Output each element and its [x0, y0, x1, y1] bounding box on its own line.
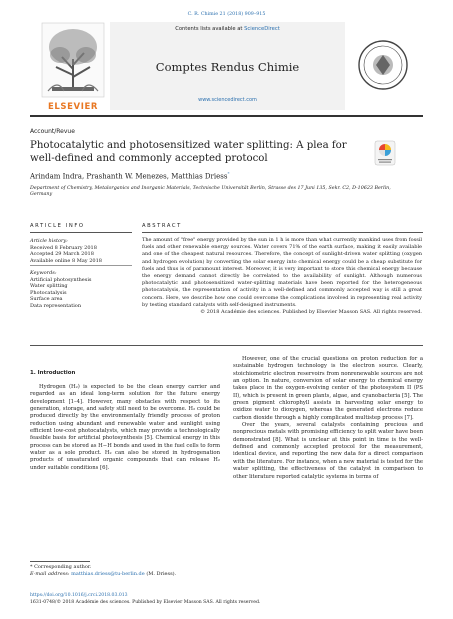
check-for-updates-icon[interactable] — [374, 140, 396, 166]
header-rule — [30, 115, 423, 117]
journal-url-link[interactable]: www.sciencedirect.com — [198, 97, 257, 103]
email-link[interactable]: matthias.driess@tu-berlin.de — [71, 570, 145, 577]
corresponding-author-note: * Corresponding author. — [30, 564, 92, 570]
email-suffix: (M. Driess). — [146, 570, 177, 577]
email-label: E-mail address: — [30, 570, 70, 577]
article-type: Account/Revue — [30, 128, 75, 135]
elsevier-wordmark: ELSEVIER — [47, 102, 99, 112]
section-heading-introduction: 1. Introduction — [30, 370, 76, 376]
keywords — [30, 270, 132, 310]
abstract-copyright: © 2018 Académie des sciences. Published by Elsevier Masson SAS. All rights reserved. — [200, 309, 422, 316]
keyword: Artificial photosynthesis — [30, 276, 92, 283]
elsevier-tree-logo — [38, 19, 108, 109]
paragraph: Hydrogen (H₂) is expected to be the clean energy carrier and regarded as an ideal long-term solution for the future energy development [1–4]. However, many obstacles with respect to its generation, storage, and safety still need to be overcome. H₂ could be produced directly by the environmentally friendly process of proton reduction using abundant and renewable water and sunlight using efficient low-cost photocatalysts, which may provide a technologically feasible basis for artificial photosynthesis [5]. Chemical energy in this process can be stored as H−H bonds and used in the fuel cells to form water as a sole product. H₂ can also be stored in hydrogenation products of unsaturated organic compounds that can release H₂ under suitable conditions [6]. — [30, 384, 220, 471]
keyword: Surface area — [30, 296, 63, 303]
article-history — [30, 238, 132, 264]
keyword: Water splitting — [30, 283, 68, 290]
left-column — [30, 384, 220, 472]
footnote-rule — [30, 561, 90, 562]
article-info-rule — [30, 232, 132, 233]
affiliation: Department of Chemistry, Metalorganics and Inorganic Materials, Technische Universität Berlin, Strasse des 17 Juni 135, Sekr. C2, D-10623 Berlin, Germany — [30, 186, 391, 198]
author-list — [30, 171, 229, 180]
history-received: Received 8 February 2018 — [30, 244, 97, 251]
history-label: Article history: — [30, 238, 68, 244]
authors-text: Arindam Indra, Prashanth W. Menezes, Matthias Driess — [30, 172, 228, 181]
abstract-text: The amount of "free" energy provided by the sun in 1 h is more than what currently mankind uses from fossil fuels and other renewable energy sources. Water covers 71% of the earth surface, making it easily available and one of the cheapest natural resources. Therefore, the concept of sunlight-driven water splitting (oxygen and hydrogen evolution) by converting the solar energy into chemical energy could be a cheap substitute for fuels and thus is of paramount interest. Moreover, it is very important to store this chemical energy because the energy demand cannot directly be correlated to the availability of sunlight. Although numerous photocatalytic and photosensitized water-splitting materials have been reported for the heterogeneous photocatalysis, the representation of activity in a well-defined and commonly accepted way is still a great concern. Here, we describe how one could overcome the complications involved in representing real activity by testing standard catalysts with self-designed instruments. — [142, 237, 422, 308]
keyword: Photocatalysis — [30, 289, 67, 296]
email-line — [30, 571, 230, 578]
contents-line — [110, 26, 345, 32]
keywords-label: Keywords: — [30, 270, 57, 276]
history-online: Available online 8 May 2018 — [30, 257, 102, 264]
paragraph: Over the years, several catalysts containing precious and nonprecious metals with promising efficiency to split water have been demonstrated [8]. What is unclear at this point in time is the well-defined and commonly accepted protocol for the measurement, identical device, and reporting the new data for a direct comparison with the literature. For instance, when a new material is tested for the water splitting, the effectiveness of the catalyst in comparison to other literature reported catalytic systems in terms of — [233, 422, 423, 480]
paragraph: However, one of the crucial questions on proton reduction for a sustainable hydrogen technology is the electron source. Clearly, stoichiometric electron reservoirs from nonrenewable sources are not an option. In nature, conversion of solar energy to chemical energy takes place in the oxygen-evolving center of the photosystem II (PS II), which is present in green plants, algae, and cyanobacteria [5]. The green pigment chlorophyll assists in harvesting solar energy to oxidize water to dioxygen, whereas the generated electrons reduce carbon dioxide through a highly complicated multistep process [7]. — [233, 356, 423, 421]
academie-seal-logo — [356, 21, 410, 109]
abstract-bottom-rule — [30, 345, 423, 346]
abstract-rule — [142, 232, 423, 233]
right-column — [233, 356, 423, 481]
abstract-body — [142, 237, 422, 316]
issn-copyright: 1631-0748/© 2018 Académie des sciences. Published by Elsevier Masson SAS. All rights reserved. — [30, 600, 261, 605]
abstract-heading: ABSTRACT — [142, 223, 182, 229]
contents-prefix: Contents lists available at — [175, 26, 245, 32]
journal-title: Comptes Rendus Chimie — [155, 60, 300, 74]
journal-reference: C. R. Chimie 21 (2018) 909–915 — [187, 12, 266, 17]
footnote — [30, 564, 230, 577]
history-accepted: Accepted 29 March 2018 — [30, 251, 94, 258]
article-title: Photocatalytic and photosensitized water splitting: A plea for well-defined and commonly accepted protocol — [30, 140, 347, 164]
sciencedirect-link[interactable]: ScienceDirect — [244, 26, 280, 32]
history-rule — [30, 265, 132, 266]
doi-link[interactable]: https://doi.org/10.1016/j.crci.2018.03.013 — [30, 593, 128, 598]
article-info-heading: ARTICLE INFO — [30, 223, 85, 229]
corresponding-author-mark[interactable]: * — [227, 171, 230, 176]
keyword: Data representation — [30, 302, 82, 309]
